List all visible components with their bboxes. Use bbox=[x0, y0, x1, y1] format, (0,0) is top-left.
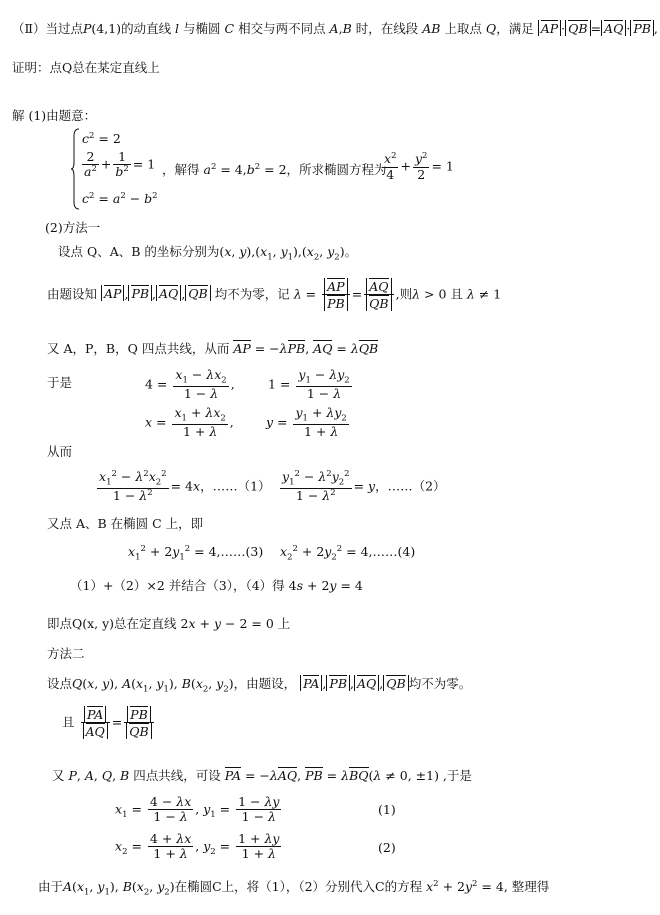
eq-3: $x_1^2 + 2y_1^2$ = 4,……(3) bbox=[128, 544, 264, 563]
method1-lambda-def: 由题设知 AP , PB , AQ , QB 均不为零，记 λ = $\frac{AP}{PB}$ = $\frac{AQ}{QB}$ ,则λ > 0 且 λ ≠ 1 bbox=[47, 279, 502, 312]
system-brace bbox=[71, 128, 80, 210]
system-eq-2: $\frac{2}{a^2}$ + $\frac{1}{b^2}$ = 1 bbox=[84, 149, 156, 180]
method2-setup: 设点Q(x, y), $A(x_1$, $y_1$), $B(x_2$, $y_2$)，由题设， PA , PB , AQ , QB 均不为零。 bbox=[47, 676, 472, 695]
method1-combine: （1）+（2）×2 并结合（3），（4）得 4s + 2y = 4 bbox=[70, 578, 363, 593]
eq-4: $x_2^2 + 2y_2^2$ = 4,……(4) bbox=[280, 544, 416, 563]
method2-title: 方法二 bbox=[47, 646, 85, 661]
eq-x-q: x = $\frac{x_1 + \lambda x_2}{1 + \lambda}$ , bbox=[145, 405, 234, 440]
eq-2-combined: $\frac{y_1^2 - \lambda^2y_2^2}{1 - \lambda^2}$ = y，……（2） bbox=[282, 469, 446, 504]
ellipse-equation: $\frac{x^2}{4}$ + $\frac{y^2}{2}$ = 1 bbox=[384, 151, 454, 182]
method1-congerf: 从而 bbox=[47, 444, 73, 459]
method1-conclusion: 即点Q(x, y)总在定直线 2x + y − 2 = 0 上 bbox=[47, 616, 291, 631]
method1-on-ellipse: 又点 A、B 在椭圆 C 上，即 bbox=[47, 516, 204, 531]
method2-eq-1: $x_1$ = $\frac{4 - \lambda x}{1 - \lambda}$ , $y_1$ = $\frac{1 - \lambda y}{1 - \lambda}$ bbox=[115, 794, 280, 825]
system-eq-1: $c^2 = 2$ bbox=[82, 131, 121, 147]
method2-label-2: (2) bbox=[378, 840, 396, 855]
eq-1-combined: $\frac{x_1^2 - \lambda^2x_2^2}{1 - \lambda^2}$ = 4x，……（1） bbox=[99, 469, 271, 504]
method1-coords: 设点 Q、A、B 的坐标分别为(x, $y),(x_1$, $y_1),(x_2$, $y_2$)。 bbox=[58, 244, 358, 263]
solution-head: 解 (1)由题意： bbox=[12, 108, 97, 123]
eq-y-q: y = $\frac{y_1 + \lambda y_2}{1 + \lambda}$ bbox=[266, 405, 347, 440]
method1-collinear: 又 A，P，B，Q 四点共线，从而 AP = −λPB, AQ = λQB bbox=[47, 341, 379, 356]
method2-collinear: 又 P, A, Q, B 四点共线，可设 PA = −λAQ, PB = λBQ(λ ≠ 0, ±1) ,于是 bbox=[52, 768, 472, 783]
system-eq-3: $c^2 = a^2 - b^2$ bbox=[82, 191, 158, 207]
method1-title: (2)方法一 bbox=[45, 220, 101, 235]
method1-yushi: 于是 bbox=[47, 375, 73, 390]
eq-4-x: 4 = $\frac{x_1 - \lambda x_2}{1 - \lambda}$ , bbox=[145, 367, 235, 402]
solve-result: ，解得 $a^2 = 4,b^2 = 2$，所求椭圆方程为 bbox=[162, 162, 387, 178]
method2-label-1: (1) bbox=[378, 802, 396, 817]
method2-ratio: 且 $\frac{PA}{AQ}$ = $\frac{PB}{QB}$ bbox=[62, 706, 156, 740]
problem-line-1: （Ⅱ）当过点P(4,1)的动直线 l 与椭圆 C 相交与两不同点 A,B 时，在线段 AB 上取点 Q，满足 AP · QB = AQ · PB , bbox=[12, 21, 658, 36]
eq-1-y: 1 = $\frac{y_1 - \lambda y_2}{1 - \lambda}$ bbox=[268, 367, 350, 402]
method2-eq-2: $x_2$ = $\frac{4 + \lambda x}{1 + \lambda}$ , $y_2$ = $\frac{1 + \lambda y}{1 + \lambda}$ bbox=[115, 831, 280, 862]
method2-final: 由于$A(x_1$, $y_1$), $B(x_2$, $y_2$)在椭圆C上，将（1），（2）分别代入C的方程 $x^2 + 2y^2 = 4$, 整理得 bbox=[38, 879, 550, 898]
problem-prove: 证明：点Q总在某定直线上 bbox=[12, 60, 160, 75]
